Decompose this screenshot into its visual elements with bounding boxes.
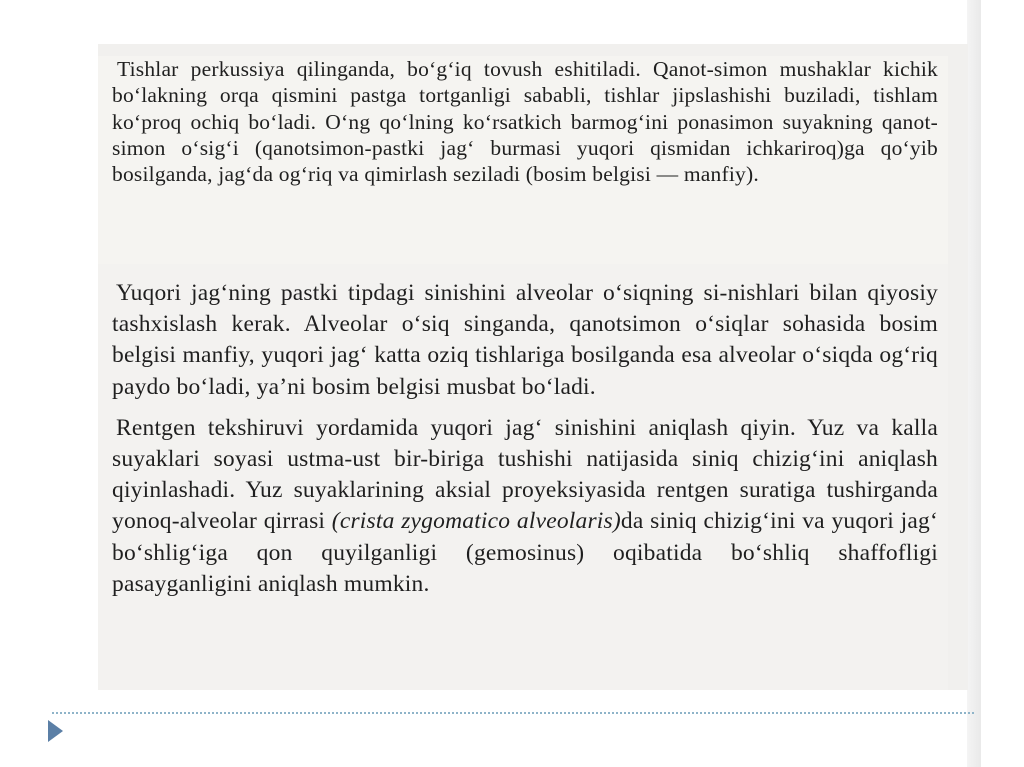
footer-divider [52,712,974,714]
paragraph-2: Yuqori jag‘ning pastki tipdagi sinishini alveolar o‘siqning si-nishlari bilan qiyosiy tashxislash kerak. Alveolar o‘siq singanda, qanotsimon o‘siqlar sohasida bosim belgisi manfiy, yuqori jag‘ katta oziq tishlariga bosilganda esa alveolar o‘siqda og‘riq paydo bo‘ladi, ya’ni bosim belgisi musbat bo‘ladi. [112,280,938,400]
page-fragment-bottom [98,264,948,690]
paragraph-3-text-a: Rentgen tekshiruvi yordamida yuqori jag‘ sinishini aniqlash qiyin. Yuz va kalla suyaklari soyasi ustma-ust bir-biriga tushishi natijasida siniq chizig‘ini aniqlash qiyinlashadi. Yuz suyaklarining aksial proyeksiyasida rentgen suratiga tushirganda yonoq-alveolar qirrasi [112,414,938,535]
scanned-page [98,44,968,690]
slide-edge-bar [967,0,981,767]
latin-term: (crista zygomatico alveolaris) [331,508,621,535]
paragraph-3-text-b: da siniq chizig‘ini va yuqori jag‘ bo‘shlig‘iga qon quyilganligi (gemosinus) oqibatida bo‘shliq shaffofligi pasayganligini aniqlash mumkin. [112,508,938,597]
paragraph-3 [112,413,938,600]
triangle-right-icon[interactable] [48,720,63,742]
page-fragment-top [98,56,948,264]
paragraph-1: Tishlar perkussiya qilinganda, bo‘g‘iq tovush eshitiladi. Qanot-simon mushaklar kichik bo‘lakning orqa qismini pastga tortganligi sababli, tishlar jipslashishi buziladi, tishlam ko‘proq ochiq bo‘ladi. O‘ng qo‘lning ko‘rsatkich barmog‘ini ponasimon suyakning qanot-simon o‘sig‘i (qanotsimon-pastki jag‘ burmasi yuqori qismidan ichkariroq)ga qo‘yib bosilganda, jag‘da og‘riq va qimirlash seziladi (bosim belgisi — manfiy). [112,57,938,187]
